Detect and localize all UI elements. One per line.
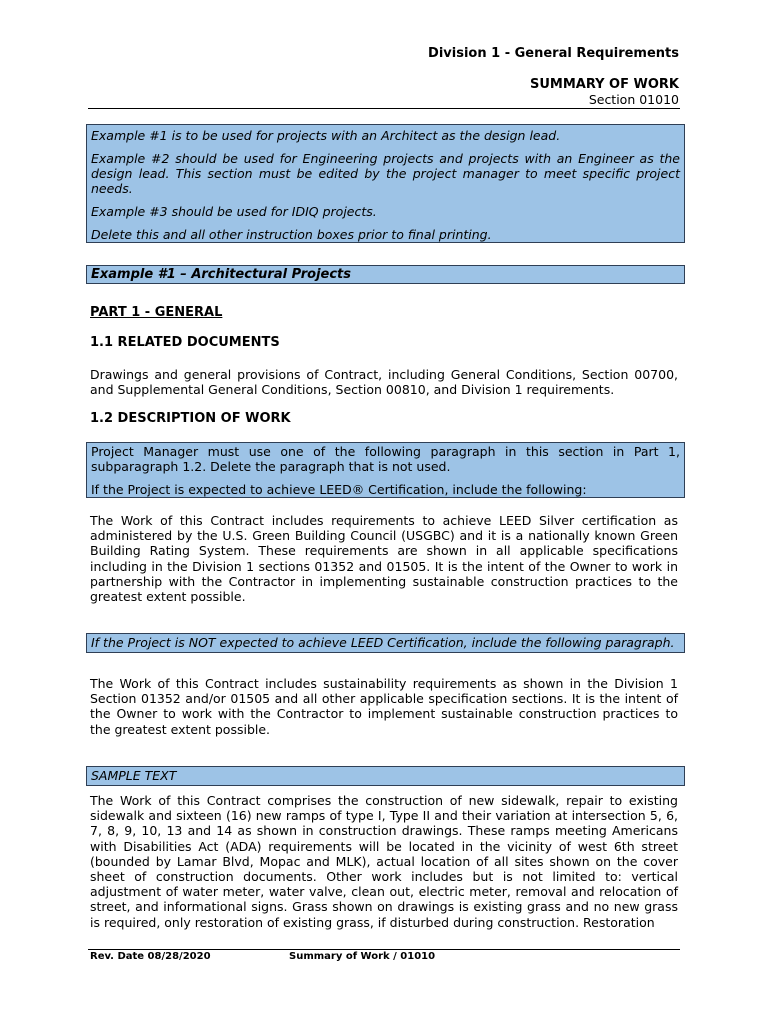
header-divider [88, 108, 680, 109]
footer-rev-date: Rev. Date 08/28/2020 [90, 951, 211, 962]
related-documents-text: Drawings and general provisions of Contract, including General Conditions, Section 00700, and Supplemental General Conditions, Section 00810, and Division 1 requirements. [90, 367, 678, 398]
section-1-1-heading: 1.1 RELATED DOCUMENTS [90, 335, 280, 350]
example1-heading: Example #1 – Architectural Projects [91, 267, 351, 282]
division-title: Division 1 - General Requirements [428, 46, 679, 61]
pm-instruction-line-1: Project Manager must use one of the following paragraph in this section in Part 1, subparagraph 1.2. Delete the paragraph that is not used. [91, 444, 680, 474]
not-leed-box [86, 633, 685, 653]
project-manager-box [86, 442, 685, 498]
footer-divider [88, 949, 680, 950]
sample-text-box [86, 766, 685, 786]
example1-heading-box [86, 265, 685, 284]
sample-paragraph: The Work of this Contract comprises the construction of new sidewalk, repair to existing sidewalk and sixteen (16) new ramps of type I, Type II and their variation at intersection 5, 6, 7, 8, 9, 10, 13 and 14 as shown in construction drawings. These ramps meeting Americans with Disabilities Act (ADA) requirements will be located in the vicinity of west 6th street (bounded by Lamar Blvd, Mopac and MLK), actual location of all sites shown on the cover sheet of construction documents. Other work includes but is not limited to: vertical adjustment of water meter, water valve, clean out, electric meter, removal and relocation of street, and informational signs. Grass shown on drawings is existing grass and no new grass is required, only restoration of existing grass, if disturbed during construction. Restoration [90, 793, 678, 930]
instruction-line-2: Example #2 should be used for Engineering projects and projects with an Engineer as the design lead. This section must be edited by the project manager to meet specific project needs. [91, 151, 680, 196]
sample-text-label: SAMPLE TEXT [91, 768, 177, 783]
summary-title: SUMMARY OF WORK [529, 77, 679, 92]
section-1-2-heading: 1.2 DESCRIPTION OF WORK [90, 411, 291, 426]
instruction-box [86, 124, 685, 243]
sustainability-paragraph: The Work of this Contract includes sustainability requirements as shown in the Division 1 Section 01352 and/or 01505 and all other applicable specification sections. It is the intent of the Owner to work with the Contractor to implement sustainable construction practices to the greatest extent possible. [90, 676, 678, 737]
pm-instruction-line-2: If the Project is expected to achieve LEED® Certification, include the following: [91, 482, 587, 497]
part1-heading: PART 1 - GENERAL [90, 305, 223, 320]
instruction-line-1: Example #1 is to be used for projects with an Architect as the design lead. [91, 128, 561, 143]
not-leed-text: If the Project is NOT expected to achieve LEED Certification, include the following paragraph. [91, 635, 675, 650]
instruction-line-4: Delete this and all other instruction boxes prior to final printing. [91, 227, 492, 242]
section-number: Section 01010 [588, 92, 679, 107]
footer-summary: Summary of Work / 01010 [289, 951, 436, 962]
instruction-line-3: Example #3 should be used for IDIQ projects. [91, 204, 377, 219]
leed-paragraph: The Work of this Contract includes requirements to achieve LEED Silver certification as administered by the U.S. Green Building Council (USGBC) and it is a nationally known Green Building Rating System. These requirements are shown in all applicable specifications including in the Division 1 sections 01352 and 01505. It is the intent of the Owner to work in partnership with the Contractor in implementing sustainable construction practices to the greatest extent possible. [90, 513, 678, 605]
